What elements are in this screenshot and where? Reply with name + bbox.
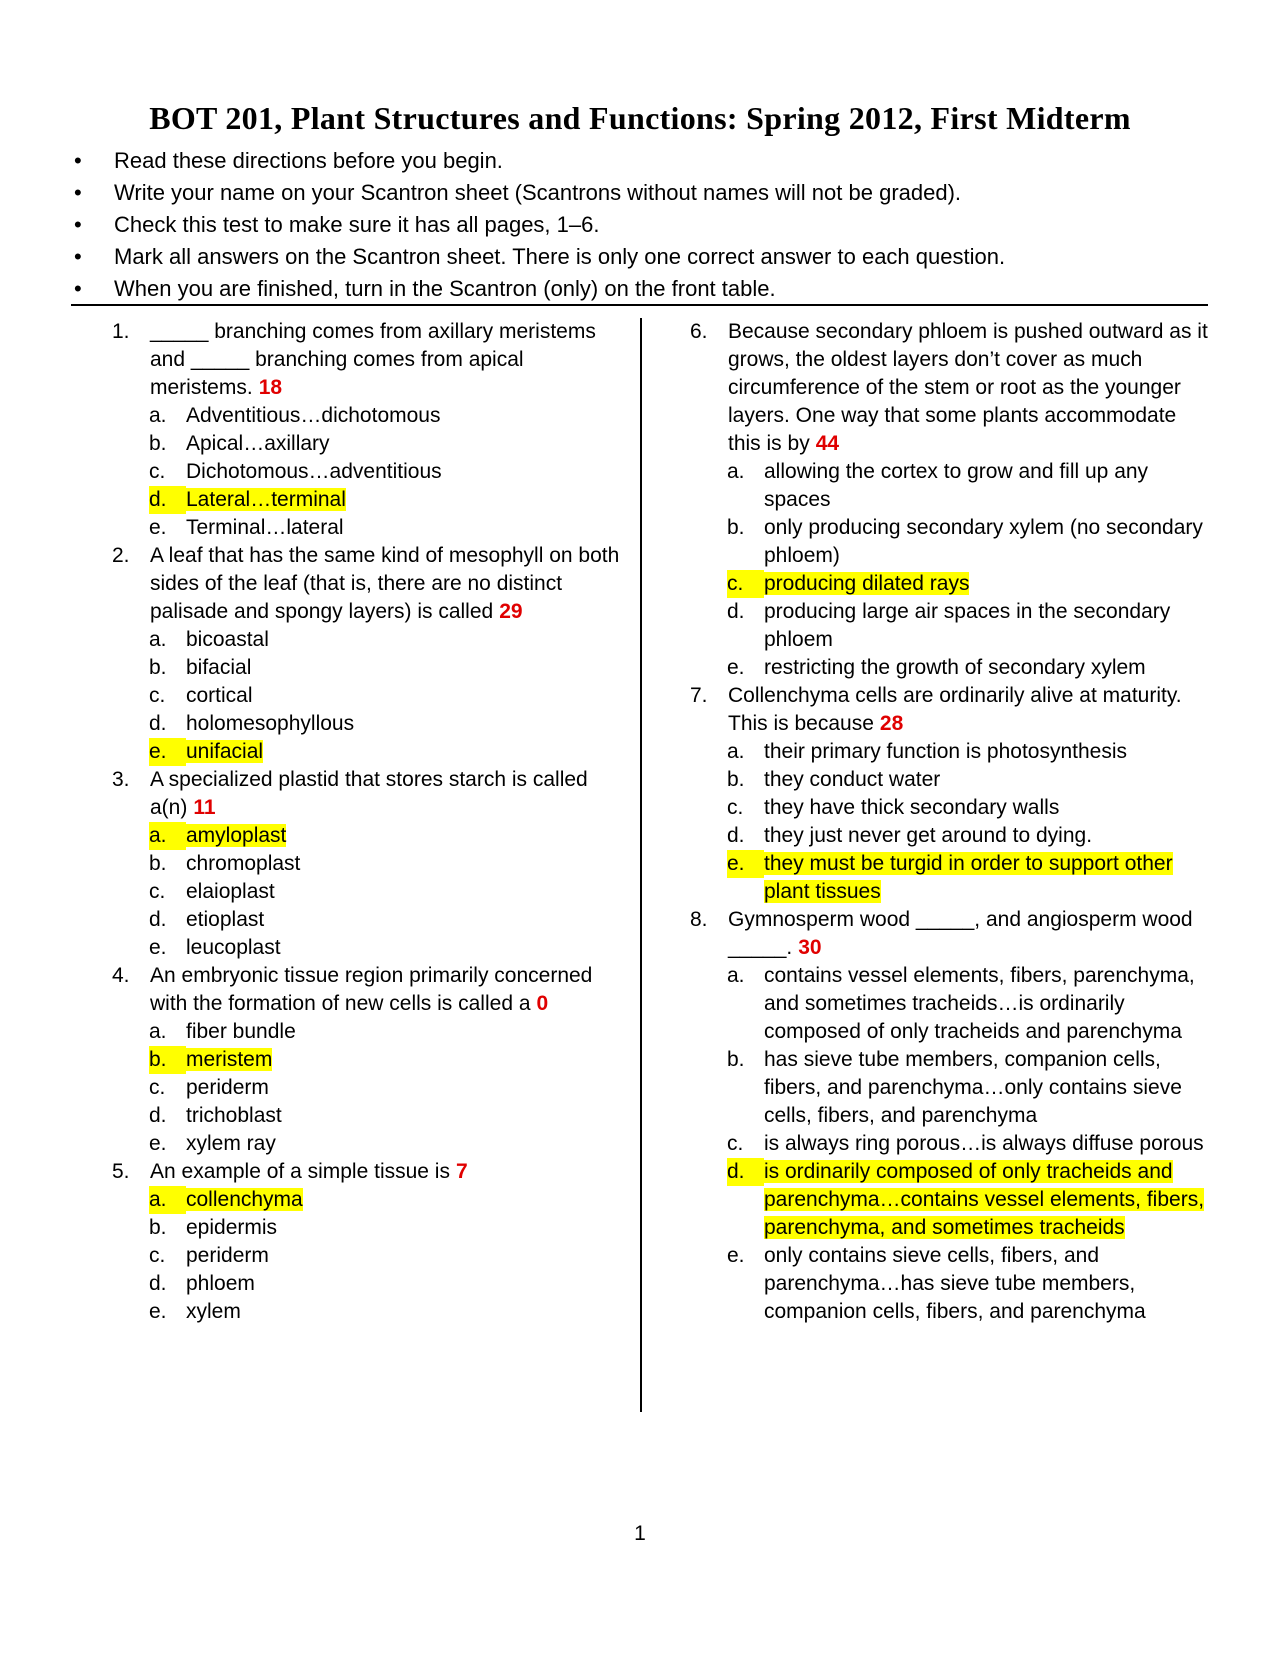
option-text: Apical…axillary (186, 432, 330, 455)
answer-options (690, 458, 1210, 682)
answer-option-correct (149, 738, 632, 766)
question-number: 1. (112, 320, 130, 343)
answer-option-correct (727, 570, 1210, 598)
option-letter: e. (727, 656, 745, 679)
option-letter: c. (149, 460, 166, 483)
option-letter: a. (727, 964, 745, 987)
answer-option (149, 1018, 632, 1046)
answer-option (727, 738, 1210, 766)
option-text: they conduct water (764, 768, 941, 791)
question-stem (112, 542, 632, 626)
question-score: 18 (258, 376, 283, 399)
direction-item: • Check this test to make sure it has all pages, 1–6. (70, 209, 1005, 241)
option-text: bifacial (186, 656, 252, 679)
answer-option (149, 626, 632, 654)
question-stem (112, 766, 632, 822)
left-column (112, 318, 632, 1326)
question-text: An example of a simple tissue is (150, 1160, 450, 1183)
option-letter: b. (727, 516, 745, 539)
answer-option (149, 878, 632, 906)
page-number: 1 (634, 1522, 646, 1545)
option-letter: a. (149, 628, 167, 651)
answer-option (727, 654, 1210, 682)
option-letter: a. (727, 740, 745, 763)
option-letter: e. (149, 516, 167, 539)
option-letter: e. (149, 738, 186, 766)
answer-option-correct (149, 1186, 632, 1214)
answer-option-correct (727, 850, 1210, 906)
option-letter: d. (727, 824, 745, 847)
answer-option (727, 1046, 1210, 1130)
option-text: etioplast (186, 908, 265, 931)
option-letter: c. (149, 1244, 166, 1267)
question-number: 2. (112, 544, 130, 567)
option-text: has sieve tube members, companion cells, fibers, and parenchyma…only contains sieve cells, fibers, and parenchyma (764, 1048, 1182, 1127)
question-number: 4. (112, 964, 130, 987)
option-letter: b. (149, 432, 167, 455)
option-letter: c. (727, 1132, 744, 1155)
option-text: Adventitious…dichotomous (186, 404, 441, 427)
answer-option (727, 1130, 1210, 1158)
question-stem (690, 682, 1210, 738)
answer-option (727, 458, 1210, 514)
option-text: elaioplast (186, 880, 275, 903)
answer-option (149, 1074, 632, 1102)
answer-option (149, 1270, 632, 1298)
option-text: they have thick secondary walls (764, 796, 1060, 819)
answer-option (149, 934, 632, 962)
option-text: bicoastal (186, 628, 269, 651)
exam-title: BOT 201, Plant Structures and Functions: Spring 2012, First Midterm (149, 100, 1131, 136)
question-text: A specialized plastid that stores starch is called a(n) (150, 768, 588, 819)
question-stem (112, 318, 632, 402)
direction-item: • Read these directions before you begin. (70, 145, 1005, 177)
option-text: fiber bundle (186, 1020, 296, 1043)
answer-option (149, 1102, 632, 1130)
answer-option (149, 1242, 632, 1270)
option-letter: e. (149, 936, 167, 959)
question-score: 30 (798, 936, 822, 959)
question-text: Because secondary phloem is pushed outward as it grows, the oldest layers don’t cover as much circumference of the stem or root as the younger layers. One way that some plants accommodate this is by (728, 320, 1208, 455)
question-5 (112, 1158, 632, 1326)
option-letter: a. (149, 1020, 167, 1043)
option-letter: e. (727, 850, 764, 878)
option-text: they must be turgid in order to support other plant tissues (764, 852, 1173, 903)
option-text: only contains sieve cells, fibers, and parenchyma…has sieve tube members, companion cells, fibers, and parenchyma (764, 1244, 1146, 1323)
option-letter: d. (149, 908, 167, 931)
question-text: _____ branching comes from axillary meristems and _____ branching comes from apical meristems. (150, 320, 596, 399)
option-text: leucoplast (186, 936, 281, 959)
answer-option (149, 906, 632, 934)
option-text: restricting the growth of secondary xylem (764, 656, 1146, 679)
option-text: is ordinarily composed of only tracheids and parenchyma…contains vessel elements, fibers, parenchyma, and sometimes tracheids (764, 1160, 1205, 1239)
option-letter: b. (149, 852, 167, 875)
option-letter: e. (149, 1132, 167, 1155)
option-text: collenchyma (186, 1188, 303, 1211)
option-text: unifacial (186, 740, 264, 763)
option-letter: c. (727, 570, 764, 598)
answer-option (149, 1130, 632, 1158)
option-text: producing large air spaces in the secondary phloem (764, 600, 1171, 651)
option-text: their primary function is photosynthesis (764, 740, 1127, 763)
answer-option (149, 682, 632, 710)
direction-item: • Mark all answers on the Scantron sheet. There is only one correct answer to each question. (70, 241, 1005, 273)
option-letter: b. (149, 656, 167, 679)
answer-option (727, 766, 1210, 794)
option-text: is always ring porous…is always diffuse porous (764, 1132, 1204, 1155)
question-text: Gymnosperm wood _____, and angiosperm wood _____. (728, 908, 1193, 959)
option-text: periderm (186, 1076, 269, 1099)
option-letter: c. (727, 796, 744, 819)
answer-option-correct (149, 486, 632, 514)
option-text: meristem (186, 1048, 273, 1071)
option-text: amyloplast (186, 824, 287, 847)
option-letter: d. (149, 486, 186, 514)
question-text: Collenchyma cells are ordinarily alive at maturity. This is because (728, 684, 1182, 735)
option-letter: c. (149, 684, 166, 707)
question-score: 29 (499, 600, 523, 623)
option-text: allowing the cortex to grow and fill up any spaces (764, 460, 1149, 511)
answer-option (727, 1242, 1210, 1326)
answer-option (727, 962, 1210, 1046)
question-number: 3. (112, 768, 130, 791)
answer-option-correct (727, 1158, 1210, 1242)
option-letter: b. (149, 1046, 186, 1074)
option-letter: d. (149, 1272, 167, 1295)
answer-option (727, 794, 1210, 822)
option-text: holomesophyllous (186, 712, 355, 735)
option-text: epidermis (186, 1216, 278, 1239)
directions-list (70, 145, 1005, 305)
option-letter: d. (727, 600, 745, 623)
option-letter: e. (149, 1300, 167, 1323)
question-stem (690, 906, 1210, 962)
option-letter: a. (149, 1186, 186, 1214)
question-number: 5. (112, 1160, 130, 1183)
option-text: Terminal…lateral (186, 516, 344, 539)
question-text: A leaf that has the same kind of mesophyll on both sides of the leaf (that is, there are no distinct palisade and spongy layers) is called (150, 544, 620, 623)
column-divider (640, 318, 642, 1412)
option-text: producing dilated rays (764, 572, 970, 595)
answer-option (149, 402, 632, 430)
option-text: xylem (186, 1300, 241, 1323)
answer-option (149, 850, 632, 878)
answer-option-correct (149, 822, 632, 850)
option-text: contains vessel elements, fibers, parenchyma, and sometimes tracheids…is ordinarily composed of only tracheids and parenchyma (764, 964, 1195, 1043)
answer-option (149, 430, 632, 458)
question-number: 8. (690, 908, 708, 931)
option-letter: d. (149, 1104, 167, 1127)
option-text: phloem (186, 1272, 255, 1295)
question-number: 6. (690, 320, 708, 343)
question-stem (690, 318, 1210, 458)
answer-options (112, 1018, 632, 1158)
option-text: they just never get around to dying. (764, 824, 1093, 847)
direction-item: • When you are finished, turn in the Scantron (only) on the front table. (70, 273, 1005, 305)
option-text: xylem ray (186, 1132, 276, 1155)
option-letter: e. (727, 1244, 745, 1267)
option-text: Dichotomous…adventitious (186, 460, 442, 483)
answer-option-correct (149, 1046, 632, 1074)
answer-option (727, 514, 1210, 570)
answer-options (112, 822, 632, 962)
answer-option (149, 514, 632, 542)
question-score: 28 (879, 712, 904, 735)
question-score: 11 (193, 796, 216, 819)
option-letter: c. (149, 880, 166, 903)
question-score: 0 (536, 992, 549, 1015)
answer-option (149, 458, 632, 486)
question-number: 7. (690, 684, 708, 707)
answer-option (149, 1214, 632, 1242)
option-letter: a. (149, 404, 167, 427)
answer-options (112, 402, 632, 542)
question-8 (690, 906, 1210, 1326)
option-letter: b. (149, 1216, 167, 1239)
option-text: chromoplast (186, 852, 301, 875)
option-text: trichoblast (186, 1104, 282, 1127)
option-text: cortical (186, 684, 253, 707)
answer-option (149, 710, 632, 738)
option-letter: b. (727, 768, 745, 791)
answer-options (112, 1186, 632, 1326)
option-letter: a. (149, 822, 186, 850)
option-text: Lateral…terminal (186, 488, 346, 511)
option-letter: d. (149, 712, 167, 735)
horizontal-divider (71, 304, 1208, 306)
answer-option (727, 822, 1210, 850)
option-letter: c. (149, 1076, 166, 1099)
question-1 (112, 318, 632, 542)
answer-options (690, 738, 1210, 906)
question-3 (112, 766, 632, 962)
answer-options (690, 962, 1210, 1326)
question-2 (112, 542, 632, 766)
option-letter: a. (727, 460, 745, 483)
question-7 (690, 682, 1210, 906)
direction-item: • Write your name on your Scantron sheet (Scantrons without names will not be graded). (70, 177, 1005, 209)
question-score: 44 (815, 432, 840, 455)
option-text: periderm (186, 1244, 269, 1267)
answer-option (727, 598, 1210, 654)
answer-option (149, 654, 632, 682)
option-letter: d. (727, 1158, 764, 1186)
question-6 (690, 318, 1210, 682)
question-4 (112, 962, 632, 1158)
question-text: An embryonic tissue region primarily concerned with the formation of new cells is called a (150, 964, 593, 1015)
option-text: only producing secondary xylem (no secondary phloem) (764, 516, 1203, 567)
answer-option (149, 1298, 632, 1326)
right-column (690, 318, 1210, 1326)
question-stem (112, 1158, 632, 1186)
question-score: 7 (455, 1160, 468, 1183)
question-stem (112, 962, 632, 1018)
option-letter: b. (727, 1048, 745, 1071)
answer-options (112, 626, 632, 766)
